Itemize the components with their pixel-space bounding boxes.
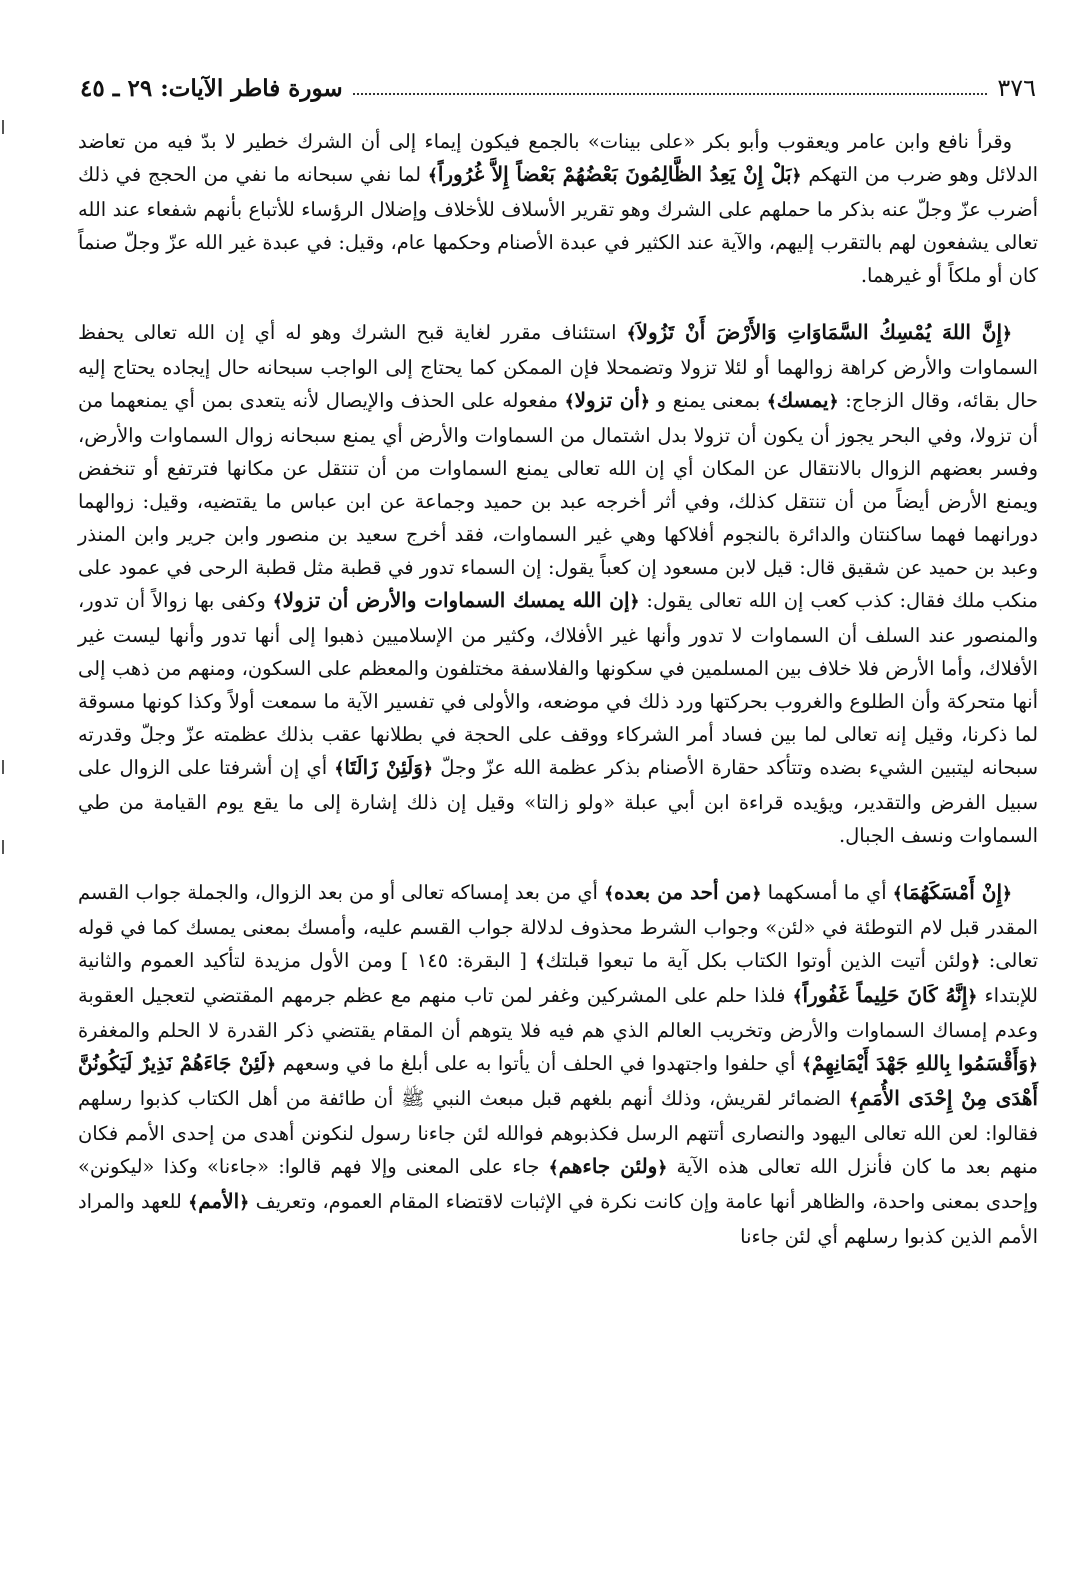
ornate-bracket-close: ﴾ — [801, 1055, 812, 1075]
quote-text: وَلَئِنْ زَالَتَا — [344, 755, 423, 779]
surah-title: سورة فاطر الآيات: ٢٩ ـ ٤٥ — [80, 74, 343, 102]
scan-edge-mark — [2, 760, 4, 774]
ornate-bracket-close: ﴾ — [548, 1158, 559, 1178]
text-run: للعهد والمراد الأمم الذين كذبوا رسلهم أي لئن جاءنا — [78, 1190, 1038, 1248]
quote-text: إِنَّ اللهَ يُمْسِكُ السَّمَاوَاتِ وَالأَرْضَ أَنْ تَزُولاَ — [636, 320, 1003, 344]
text-run: استئناف مقرر لغاية قبح الشرك وهو له أي إن الله تعالى يحفظ السماوات والأرض كراهة زوالهما أو لئلا تزولا وتضمحلا فإن الممكن كما يحتاج إلى الواجب سبحانه حال إيجاده يحتاج إليه حال بقائه، وقال الزجاج: — [78, 321, 1039, 412]
quran-quote — [334, 755, 432, 779]
ornate-bracket-open: ﴿ — [239, 1193, 250, 1213]
quran-quote — [627, 320, 1012, 344]
ornate-bracket-close: ﴾ — [188, 1193, 199, 1213]
quran-quote — [549, 1154, 668, 1178]
ornate-bracket-close: ﴾ — [535, 952, 546, 972]
quote-text: إِنَّهُ كَانَ حَلِيماً غَفُوراً — [802, 983, 968, 1007]
text-run: وقرأ نافع وابن عامر ويعقوب وأبو بكر «على بينات» بالجمع فيكون إيماء إلى أن الشرك خطير لا بدّ فيه من تعاضد الدلائل وهو ضرب من التهكم — [78, 130, 1038, 186]
quran-quote — [188, 1189, 249, 1213]
paragraph-1 — [78, 125, 1038, 292]
quote-text: الأمم — [198, 1189, 240, 1213]
quran-quote — [428, 162, 802, 186]
quran-quote — [273, 588, 640, 612]
quran-quote — [793, 983, 978, 1007]
text-run: [ البقرة: ١٤٥ ] ومن الأول مزيدة لتأكيد العموم والثانية للإبتداء — [78, 949, 1038, 1007]
ornate-bracket-close: ﴾ — [604, 884, 615, 904]
quote-text: بَلْ إِنْ يَعِدُ الظَّالِمُونَ بَعْضُهُمْ بَعْضاً إِلاَّ غُرُوراً — [437, 162, 792, 186]
text-run: أي من بعد إمساكه تعالى أو من بعد الزوال، والجملة جواب القسم المقدر قبل لام التوطئة في «لئن» وجواب الشرط محذوف لدلالة جواب القسم عليه، وأمسك بمعنى يمسك كما في قوله تعالى: — [78, 881, 1038, 972]
quran-quote — [565, 388, 650, 412]
ornate-bracket-close: ﴾ — [892, 884, 903, 904]
commentary-body — [78, 125, 1038, 1253]
paragraph-3 — [78, 876, 1038, 1253]
quran-quote — [604, 880, 761, 904]
ornate-bracket-open: ﴿ — [629, 592, 640, 612]
text-run: أي إن أشرفتا على الزوال على سبيل الفرض والتقدير، ويؤيده قراءة ابن أبي عبلة «ولو زالتا» وقيل إن ذلك إشارة إلى ما يقع يوم القيامة من طي السماوات ونسف الجبال. — [78, 756, 1038, 847]
ornate-bracket-close: ﴾ — [427, 166, 438, 186]
ornate-bracket-open: ﴿ — [828, 392, 839, 412]
ornate-bracket-open: ﴿ — [422, 759, 433, 779]
quran-quote — [893, 880, 1012, 904]
text-run: وكفى بها زوالاً أن تدور، والمنصور عند السلف أن السماوات لا تدور وأنها غير الأفلاك، وكثير من الإسلاميين ذهبوا إلى أنها تدور وأنها ليست غير الأفلاك، وأما الأرض فلا خلاف بين المسلمين في سكونها والفلاسفة مختلفون والمعظم على السكون، ومنهم من ذهب إلى أنها متحركة وأن الطلوع والغروب بحركتها ورد ذلك في موضعه، والأولى في تفسير الآية ما سمعت أولاً وكذا كونها مسوقة لما ذكرنا، وقيل إنه تعالى لما بين فساد أمر الشركاء ووقف على الحجة في بطلانها عقب بذلك عظمته عزّ وجلّ وقدرته سبحانه ليتبين الشيء بضده وتتأكد حقارة الأصنام بذكر عظمة الله عزّ وجلّ — [78, 589, 1039, 779]
quote-text: إِنْ أَمْسَكَهُمَا — [902, 880, 1003, 904]
quote-text: من أحد من بعده — [614, 880, 752, 904]
quote-text: يمسك — [776, 388, 829, 412]
quote-text: أن تزولا — [574, 388, 640, 412]
text-run: بمعنى يمنع و — [656, 389, 761, 412]
quran-quote-plain — [535, 949, 980, 972]
ornate-bracket-close: ﴾ — [334, 759, 345, 779]
scan-edge-mark — [2, 840, 4, 854]
quote-text: وَأَقْسَمُوا بِاللهِ جَهْدَ أَيْمَانِهِمْ — [811, 1051, 1029, 1075]
paragraph-2 — [78, 316, 1038, 852]
text-run: مفعوله على الحذف والإيصال لأنه يتعدى بمن أي يمنعهما من أن تزولا، وفي البحر يجوز أن يكون أن تزولا بدل اشتمال من السماوات والأرض أي يمنع سبحانه زوال السماوات والأرض، وفسر بعضهم الزوال بالانتقال عن المكان أي إن الله تعالى يمنع السماوات من أن تنتقل عن مكانها فترتفع أو تنخفض ويمنع الأرض أيضاً من أن تنتقل كذلك، وفي أثر أخرجه عبد بن حميد وجماعة عن ابن عباس ما يقتضيه، وقيل: زوالهما دورانهما فهما ساكنتان والدائرة بالنجوم أفلاكها وهي غير السماوات، فقد أخرج سعيد بن منصور وابن جرير وابن المنذر وعبد بن حميد عن شقيق قال: قيل لابن مسعود إن كعباً يقول: إن السماء تدور في قطبة مثل قطبة الرحى في عمود على منكب ملك فقال: كذب كعب إن الله تعالى يقول: — [78, 389, 1038, 612]
text-run: أي حلفوا واجتهدوا في الحلف أن يأتوا به على أبلغ ما في وسعهم — [282, 1052, 796, 1075]
ornate-bracket-close: ﴾ — [766, 392, 777, 412]
ornate-bracket-close: ﴾ — [792, 987, 803, 1007]
ornate-bracket-open: ﴿ — [657, 1158, 668, 1178]
ornate-bracket-open: ﴿ — [1028, 1055, 1039, 1075]
header-dot-leader — [353, 93, 988, 95]
ornate-bracket-close: ﴾ — [272, 592, 283, 612]
ornate-bracket-open: ﴿ — [1002, 884, 1012, 904]
quran-quote — [802, 1051, 1038, 1075]
page-number: ٣٧٦ — [997, 74, 1036, 102]
ornate-bracket-open: ﴿ — [791, 166, 802, 186]
ornate-bracket-open: ﴿ — [970, 952, 981, 972]
ornate-bracket-open: ﴿ — [967, 987, 978, 1007]
ornate-bracket-open: ﴿ — [266, 1055, 277, 1075]
scan-edge-mark — [2, 120, 4, 134]
text-run: الضمائر لقريش، وذلك أنهم بلغهم قبل مبعث النبي ﷺ أن طائفة من أهل الكتاب كذبوا رسلهم فقالوا: لعن الله تعالى اليهود والنصارى أتتهم الرسل فكذبوهم فوالله لئن جاءنا رسول لنكونن أهدى من إحدى الأمم فكان منهم بعد ما كان فأنزل الله تعالى هذه الآية — [78, 1087, 1039, 1178]
running-header — [80, 68, 1036, 109]
quran-quote — [767, 388, 839, 412]
ornate-bracket-close: ﴾ — [848, 1090, 859, 1110]
ornate-bracket-close: ﴾ — [564, 392, 575, 412]
ornate-bracket-close: ﴾ — [626, 324, 637, 344]
text-run: لما نفي سبحانه ما نفي من الحجج في ذلك أضرب عزّ وجلّ عنه بذكر ما حملهم على الشرك وهو تقرير الأسلاف للأخلاف وإضلال الرؤساء للأتباع بأنهم شفعاء عند الله تعالى يشفعون لهم بالتقرب إليهم، والآية عند الكثير في عبدة الأصنام وحكمها عام، وقيل: في عبدة غير الله عزّ وجلّ صنماً كان أو ملكاً أو غيرهما. — [78, 163, 1038, 287]
quote-text: إن الله يمسك السماوات والأرض أن تزولا — [282, 588, 630, 612]
quote-text: ولئن جاءهم — [558, 1154, 658, 1178]
quote-text: ولئن أتيت الذين أوتوا الكتاب بكل آية ما تبعوا قبلتك — [545, 949, 971, 972]
ornate-bracket-open: ﴿ — [640, 392, 650, 412]
text-run: أي ما أمسكهما — [767, 881, 887, 904]
quote-text: لَئِنْ جَاءَهُمْ نَذِيرٌ لَيَكُونُنَّ أَهْدَى مِنْ إِحْدَى الأُمَمِ — [78, 1051, 1038, 1110]
ornate-bracket-open: ﴿ — [1002, 324, 1012, 344]
text-run: فلذا حلم على المشركين وغفر لمن تاب منهم مع عظم جرمهم المقتضي لتعجيل العقوبة وعدم إمساك السماوات والأرض وتخريب العالم الذي هم فيه فلا يتوهم أن المقام يقتضي ذكر القدرة لا الحلم والمغفرة — [78, 984, 1038, 1042]
ornate-bracket-open: ﴿ — [751, 884, 762, 904]
text-run: جاء على المعنى وإلا فهم قالوا: «جاءنا» وكذا «ليكونن» وإحدى بمعنى واحدة، والظاهر أنها عامة وإن كانت نكرة في الإثبات لاقتضاء المقام العموم، وتعريف — [78, 1155, 1038, 1213]
